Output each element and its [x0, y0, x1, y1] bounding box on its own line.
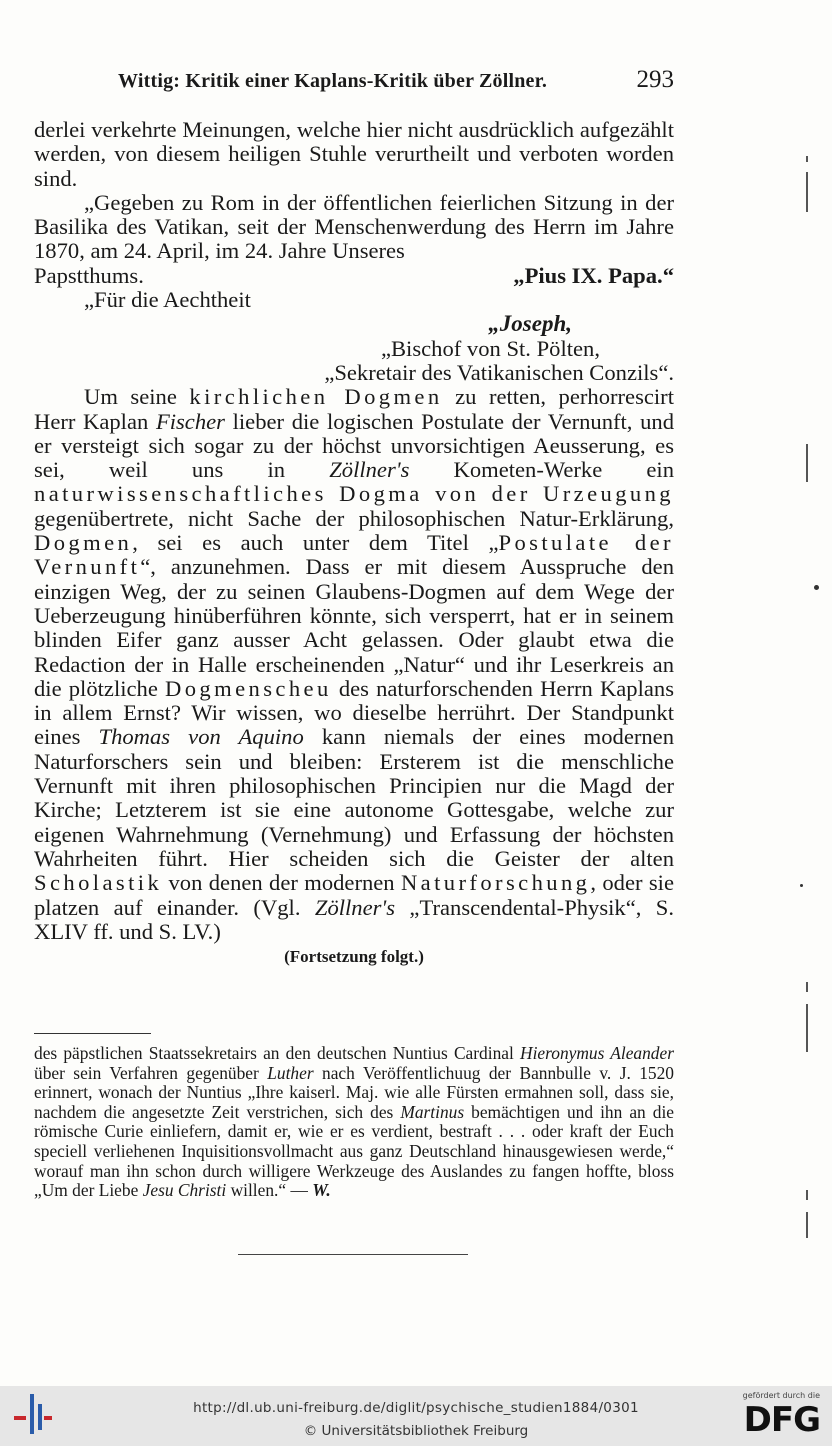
text-run: bemächtigen und ihn an die römische Curie einliefern, damit er, wie er es verdient, bestraft . . . oder kraft der Euch speciell verliehenen Inquisitionsvollmacht aus ganz Deutschland hinausgewiesen werde,“ worauf man ihn schon durch willigere Werkzeuge des Auslandes zu fangen hoffte, bloss „Um der Liebe	[34, 1101, 674, 1201]
text-run: über sein Verfahren gegenüber	[34, 1062, 268, 1083]
text-run: „Transcendental-Physik“, S. XLIV ff. und S. LV.)	[34, 894, 674, 944]
dfg-funded-label: gefördert durch die	[742, 1391, 820, 1400]
footnote-separator	[34, 1033, 151, 1034]
margin-mark	[806, 1004, 808, 1052]
page-header	[34, 64, 674, 98]
text-run: kann niemals der eines modernen Naturforschers sein und bleiben: Ersterem ist die menschliche Vernunft mit ihren philosophischen Principien nur die Magd der Kirche; Letzterem ist sie eine autonome Gottesgabe, welche zur eigenen Wahrnehmung (Vernehmung) und Erfassung der höchsten Wahrheiten führt. Hier scheiden sich die Geister der alten	[34, 724, 674, 871]
margin-mark	[806, 172, 808, 212]
pope-signature: „Pius IX. Papa.“	[513, 262, 674, 288]
viewer-footer	[0, 1386, 832, 1446]
spaced-emphasis: naturwissenschaftliches Dogma von der Urzeugung	[34, 481, 674, 507]
text-run: des päpstlichen Staatssekretairs an den deutschen Nuntius Cardinal	[34, 1043, 521, 1063]
text-run: gegenübertrete, nicht Sache der philosophischen Natur-Erklärung,	[34, 505, 674, 531]
text-run: Kometen-Werke ein	[409, 457, 675, 483]
margin-mark	[806, 1212, 808, 1238]
text-run: zu retten, perhorrescirt Herr Kaplan	[34, 384, 674, 434]
copyright-notice: © Universitätsbibliothek Freiburg	[303, 1423, 529, 1439]
page-number: 293	[636, 66, 674, 93]
signature-line-1: „Bischof von St. Pölten,	[380, 335, 600, 361]
footnote	[34, 1044, 674, 1201]
text-run: , sei es auch unter dem Titel „	[132, 530, 499, 556]
end-rule	[238, 1254, 468, 1255]
spaced-emphasis: Scholastik	[34, 870, 163, 896]
margin-mark	[806, 982, 808, 992]
margin-mark	[806, 444, 808, 482]
dfg-logo[interactable]: DFG	[743, 1400, 820, 1440]
italic-name: Hieronymus Aleander	[520, 1043, 674, 1063]
footnote-signature: W.	[312, 1180, 331, 1201]
margin-dot	[800, 884, 803, 887]
margin-mark	[806, 1190, 808, 1200]
italic-name: Fischer	[155, 408, 225, 434]
permalink-url[interactable]: http://dl.ub.uni-freiburg.de/diglit/psychische_studien1884/0301	[193, 1400, 639, 1416]
footnote-text	[34, 1044, 674, 1201]
paragraph-2-last-line	[34, 264, 674, 288]
margin-mark	[806, 156, 808, 162]
spaced-emphasis: Naturforschung	[400, 870, 591, 896]
papstthums-word: Papstthums.	[34, 262, 144, 288]
paragraph-4	[34, 385, 674, 944]
paragraph-2	[34, 191, 674, 264]
text-run: “, anzunehmen. Dass er mit diesem Ausspruche den einzigen Weg, der zu seinen Glaubens-Dogmen auf dem Wege der Ueberzeugung hinüberführen könnte, sich versperrt, hat er in seinem blinden Eifer ganz ausser Acht gelassen. Oder glaubt etwa die Redaction der in Halle erscheinenden „Natur“ und ihr Leserkreis an die plötzliche	[34, 554, 674, 701]
spaced-emphasis: Postulate der Vernunft	[34, 530, 674, 580]
paragraph-3: „Für die Aechtheit	[84, 287, 251, 313]
italic-name: Jesu Christi	[142, 1180, 227, 1201]
text-run: , oder sie platzen auf einander. (Vgl.	[34, 870, 674, 920]
paragraph-2-text: „Gegeben zu Rom in der öffentlichen feierlichen Sitzung in der Basilika des Vatikan, seit der Menschenwerdung des Herrn im Jahre 1870, am 24. April, im 24. Jahre Unseres	[34, 189, 674, 264]
italic-name: Martinus	[400, 1101, 465, 1122]
italic-name: Luther	[267, 1062, 314, 1083]
text-run: des naturforschenden Herrn Kaplans in allem Ernst? Wir wissen, wo dieselbe herrührt. Der Standpunkt eines	[34, 675, 674, 750]
running-head: Wittig: Kritik einer Kaplans-Kritik über Zöllner.	[118, 70, 548, 92]
continued-note: (Fortsetzung folgt.)	[284, 947, 424, 967]
text-run: lieber die logischen Postulate der Vernunft, und er versteigt sich sogar zu der höchst unvorsichtigen Aeusserung, es sei, weil uns in	[34, 408, 674, 483]
margin-dot	[814, 585, 819, 590]
text-run: von denen der modernen	[162, 870, 401, 896]
italic-name: Zöllner's	[329, 457, 410, 483]
signature-line-2: „Sekretair des Vatikanischen Conzils“.	[324, 359, 674, 385]
text-run: nach Veröffentlichuug der Bannbulle v. J. 1520 erinnert, wonach der Nuntius „Ihre kaiserl. Maj. wie alle Fürsten ermahnen soll, dass sie, nachdem die angesetzte Zeit verstrichen, sich des	[34, 1062, 674, 1122]
spaced-emphasis: Dogmenscheu	[165, 675, 332, 701]
spaced-emphasis: Dogmen	[34, 530, 133, 556]
italic-name: Zöllner's	[314, 894, 396, 920]
signature-name: „Joseph,	[488, 311, 572, 337]
main-text	[34, 118, 674, 970]
text-run: willen.“ —	[226, 1180, 313, 1201]
text-run: Um seine	[84, 384, 190, 410]
spaced-emphasis: kirchlichen Dogmen	[189, 384, 443, 410]
logo-accent	[14, 1416, 26, 1420]
logo-accent	[44, 1416, 52, 1420]
italic-name: Thomas von Aquino	[98, 724, 304, 750]
paragraph-1: derlei verkehrte Meinungen, welche hier nicht ausdrücklich aufgezählt werden, von diesem heiligen Stuhle verurtheilt und verboten worden sind.	[34, 117, 674, 191]
